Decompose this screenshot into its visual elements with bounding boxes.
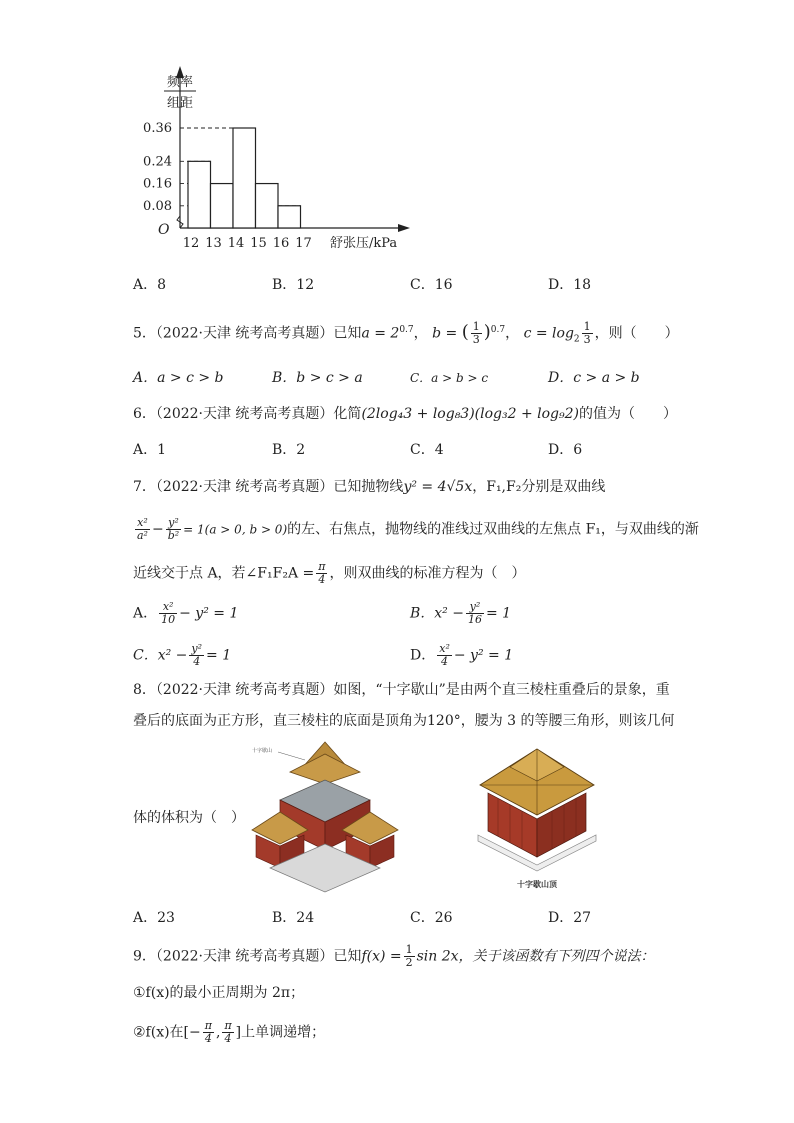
x-axis-arrow [398,224,410,232]
q6-option-a: A．1 [133,442,167,458]
y-axis-label-top: 频率 [166,75,194,90]
x-tick-label: 17 [295,236,312,251]
q8-option-b: B．24 [272,910,315,926]
histogram-bar [188,161,211,228]
q5-option-d: D．c > a > b [548,370,640,386]
q7-option-d: D． $\frac{\text{x²}}{4}$ − y² = 1 [410,642,514,668]
q7-stem-line2: $\frac{\text{x²}}{\text{a²}}$ − $\frac{\text{y²}}{\text{b²}}$ = 1(a > 0, b > 0)的左、右焦点，抛物线的准线过双曲线的左焦点 F₁，与双曲线的渐 [137,516,699,542]
histogram-chart [140,62,430,257]
q5-option-b: B．b > c > a [272,370,363,386]
q6-stem: 6．（2022·天津 统考高考真题）化简(2log₄3 + log₈3)(log₃2 + log₉2)的值为（ ） [133,406,678,422]
q6-option-d: D．6 [548,442,583,458]
x-tick-label: 14 [227,236,245,251]
q7-stem-line3: 近线交于点 A，若∠F₁F₂A = $\frac{\pi}{4}$ ，则双曲线的标准方程为（ ） [133,560,526,586]
q5-option-c: C．a > b > c [410,371,489,385]
q8-option-d: D．27 [548,910,592,926]
y-tick-label: 0.36 [143,121,172,136]
histogram-bar [256,184,279,228]
y-tick-label: 0.08 [143,198,172,214]
histogram-bar [211,184,234,228]
x-axis-label: 舒张压/kPa [330,236,398,251]
illustration-caption: 十字歇山顶 [517,880,557,889]
y-axis-label-bottom: 组距 [166,96,194,111]
q6-option-b: B．2 [272,442,306,458]
q8-stem-line3: 体的体积为（ ） [133,810,245,826]
q9-stem: 9．（2022·天津 统考高考真题）已知f(x) = $\frac{1}{2}$ sin 2x，关于该函数有下列四个说法： [133,943,655,969]
exploded-building-illustration [250,740,400,895]
q4-option-d: D．18 [548,277,592,293]
histogram-bar [278,206,301,228]
q9-statement-2: ②f(x)在[− $\frac{\pi}{4}$ , $\frac{\pi}{4}$ ]上单调递增； [133,1019,326,1045]
q7-stem-line1: 7．（2022·天津 统考高考真题）已知抛物线y² = 4√5x，F₁,F₂分别是双曲线 [133,479,606,495]
illustration-label: 十字歇山 [252,748,273,754]
q9-statement-1: ①f(x)的最小正周期为 2π； [133,985,305,1001]
q5-option-a: A．a > c > b [133,370,224,386]
q7-option-c: C．x² − $\frac{\text{y²}}{4}$ = 1 [133,642,232,668]
y-tick-label: 0.24 [143,154,172,170]
q4-option-c: C．16 [410,277,453,293]
q4-option-a: A．8 [133,277,167,293]
q4-option-b: B．12 [272,277,315,293]
cross-gable-roof-illustration [470,745,605,895]
q5-stem: 5．（2022·天津 统考高考真题）已知$a = 2^{0.7}$， b = ( $\frac{1}{3}$ )$^{0.7}$， $c = \log_2$ $\frac{1}{3}$ ，则（ ） [133,320,679,347]
q8-option-a: A．23 [133,910,175,926]
q8-option-c: C．26 [410,910,453,926]
q7-option-a: A． $\frac{\text{x²}}{10}$ − y² = 1 [133,600,239,626]
q8-stem-line1: 8．（2022·天津 统考高考真题）如图，“十字歇山”是由两个直三棱柱重叠后的景象，重 [133,682,670,698]
q8-stem-line2: 叠后的底面为正方形，直三棱柱的底面是顶角为120°，腰为 3 的等腰三角形，则该几何 [133,713,675,729]
q7-option-b: B．x² − $\frac{\text{y²}}{16}$ = 1 [410,600,512,626]
origin-label: O [158,222,170,238]
x-tick-label: 15 [250,236,267,251]
y-tick-label: 0.16 [143,176,172,192]
q6-option-c: C．4 [410,442,444,458]
x-tick-label: 16 [272,236,290,251]
histogram-bar [233,128,256,228]
x-tick-label: 13 [205,236,222,251]
x-tick-label: 12 [182,236,200,251]
